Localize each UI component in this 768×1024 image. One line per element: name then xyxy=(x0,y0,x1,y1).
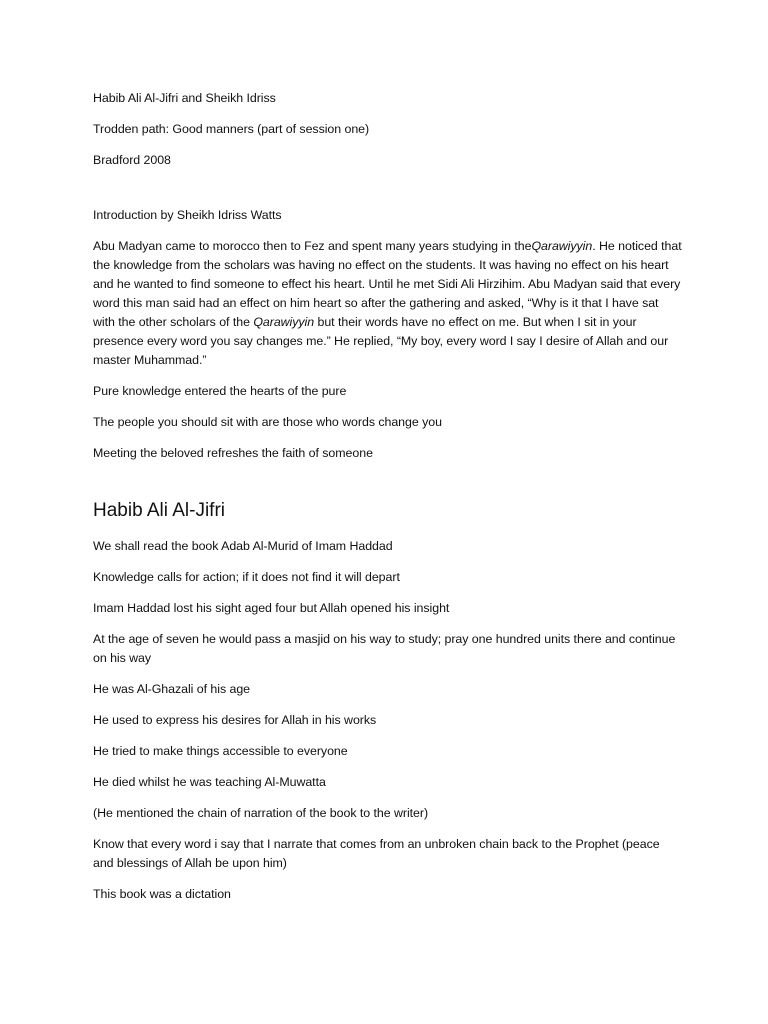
intro-text-part-2: . He noticed that the knowledge from the scholars was having no effect on the students. It was having no effect on his heart and he wanted to find someone to effect his heart. Until he met Sidi Ali Hirzihim. Abu Madyan said that every word this man said had an effect on him heart so after the gathering and asked, “Why is it that I have sat with the other scholars of the xyxy=(93,239,682,329)
header-line-subject: Trodden path: Good manners (part of session one) xyxy=(93,122,370,136)
section-line: Knowledge calls for action; if it does not find it will depart xyxy=(93,570,400,584)
header-line-place-year: Bradford 2008 xyxy=(93,153,171,167)
section-line: We shall read the book Adab Al-Murid of Imam Haddad xyxy=(93,539,393,553)
header-line-speakers: Habib Ali Al-Jifri and Sheikh Idriss xyxy=(93,91,276,105)
intro-line: The people you should sit with are those who words change you xyxy=(93,415,442,429)
spacer xyxy=(93,475,683,499)
intro-text-part-1: Abu Madyan came to morocco then to Fez and spent many years studying in the xyxy=(93,239,532,253)
section-line: He was Al-Ghazali of his age xyxy=(93,682,251,696)
section-line: He used to express his desires for Allah in his works xyxy=(93,713,377,727)
intro-line: Pure knowledge entered the hearts of the pure xyxy=(93,384,347,398)
document-body xyxy=(93,89,683,916)
intro-text-part-3: but their words have no effect on me. But when I sit in your presence every word you say changes me.” He replied, “My boy, every word I say I desire of Allah and our master Muhammad.” xyxy=(93,315,669,367)
section-line: He tried to make things accessible to everyone xyxy=(93,744,348,758)
intro-italic-term-1: Qarawiyyin xyxy=(531,239,593,253)
introduction-title: Introduction by Sheikh Idriss Watts xyxy=(93,208,282,222)
section-line: He died whilst he was teaching Al-Muwatta xyxy=(93,775,326,789)
document-header xyxy=(93,89,683,170)
section-line: (He mentioned the chain of narration of the book to the writer) xyxy=(93,806,429,820)
section-line: Imam Haddad lost his sight aged four but Allah opened his insight xyxy=(93,601,450,615)
intro-line: Meeting the beloved refreshes the faith of someone xyxy=(93,446,373,460)
section-line: Know that every word i say that I narrate that comes from an unbroken chain back to the Prophet (peace and blessings of Allah be upon him) xyxy=(93,837,660,870)
spacer xyxy=(93,182,683,206)
intro-italic-term-2: Qarawiyyin xyxy=(253,315,315,329)
introduction-paragraph xyxy=(93,237,683,370)
section-heading: Habib Ali Al-Jifri xyxy=(93,500,225,521)
section-line: At the age of seven he would pass a masjid on his way to study; pray one hundred units there and continue on his way xyxy=(93,632,676,665)
section-line: This book was a dictation xyxy=(93,887,231,901)
